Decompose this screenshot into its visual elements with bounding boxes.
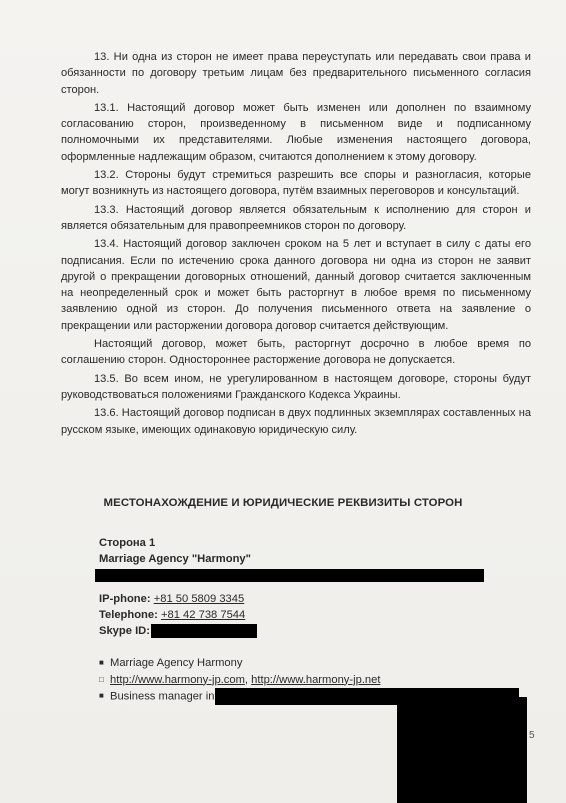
telephone-row (99, 607, 519, 623)
paragraph-13-4: 13.4. Настоящий договор заключен сроком на 5 лет и вступает в силу с даты его подписания. Если по истечению срока данного договора ни одна из сторон не заявит другой о прекращении договорных отношений, данный договор считается заключенным на неопределенный срок и может быть расторгнут в любое время по письменному заявлению одной из сторон. До получения письменного ответа на заявление о прекращении или расторжении договора договор считается действующим. (61, 238, 531, 332)
website-link-2[interactable]: http://www.harmony-jp.net (251, 673, 381, 686)
agency-name: Marriage Agency Harmony (110, 657, 243, 669)
hollow-square-bullet-icon: □ (99, 674, 104, 684)
ip-phone-label: IP-phone: (99, 593, 154, 605)
business-manager-label: Business manager in (110, 690, 215, 703)
telephone-label: Telephone: (99, 609, 161, 621)
paragraph-13-2: 13.2. Стороны будут стремиться разрешить все споры и разногласия, которые могут возникнуть из настоящего договора, путём взаимных переговоров и консультаций. (61, 169, 531, 198)
redacted-skype (151, 624, 257, 638)
ip-phone-link[interactable]: +81 50 5809 3345 (153, 593, 245, 605)
telephone-link[interactable]: +81 42 738 7544 (160, 609, 246, 621)
page-number: 5 (529, 730, 535, 741)
paragraph-13-5: 13.5. Во всем ином, не урегулированном в настоящем договоре, стороны будут руководствоваться положениями Гражданского Кодекса Украины. (61, 372, 531, 401)
paragraph-13-6: 13.6. Настоящий договор подписан в двух подлинных экземплярах составленных на русском языке, имеющих одинаковую юридическую силу. (61, 407, 531, 436)
website-link-1[interactable]: http://www.harmony-jp.com (110, 673, 245, 686)
contract-body (61, 49, 531, 440)
paragraph-13: 13. Ни одна из сторон не имеет права переуступать или передавать свои права и обязанности по договору третьим лицам без предварительного письменного согласия сторон. (61, 51, 531, 96)
redacted-signature-area (397, 697, 527, 803)
filled-square-bullet-icon: ■ (99, 691, 104, 701)
party-1-block (99, 535, 519, 639)
website-separator: , (244, 673, 252, 686)
requisites-heading: МЕСТОНАХОЖДЕНИЕ И ЮРИДИЧЕСКИЕ РЕКВИЗИТЫ СТОРОН (103, 497, 463, 509)
paragraph-13-3: 13.3. Настоящий договор является обязательным к исполнению для сторон и является обязательным для правопреемников сторон по договору. (61, 203, 531, 232)
address-row (99, 567, 519, 583)
party-1-label: Сторона 1 (99, 537, 156, 549)
paragraph-early-termination: Настоящий договор, может быть, расторгнут досрочно в любое время по соглашению сторон. Одностороннее расторжение договора не допускается. (61, 338, 531, 367)
agency-name-item (99, 655, 539, 672)
agency-websites-item (99, 672, 539, 689)
skype-label: Skype ID: (99, 625, 150, 637)
paragraph-13-1: 13.1. Настоящий договор может быть изменен или дополнен по взаимному согласованию сторон, произведенному в письменном виде и подписанному полномочными их представителями. Любые изменения настоящего договора, оформленные надлежащим образом, считаются дополнением к этому договору. (61, 101, 531, 163)
filled-square-bullet-icon: ■ (99, 658, 104, 667)
ip-phone-row (99, 591, 519, 607)
party-1-name: Marriage Agency "Harmony" (99, 553, 251, 565)
redacted-address (95, 569, 484, 582)
skype-row (99, 623, 519, 639)
